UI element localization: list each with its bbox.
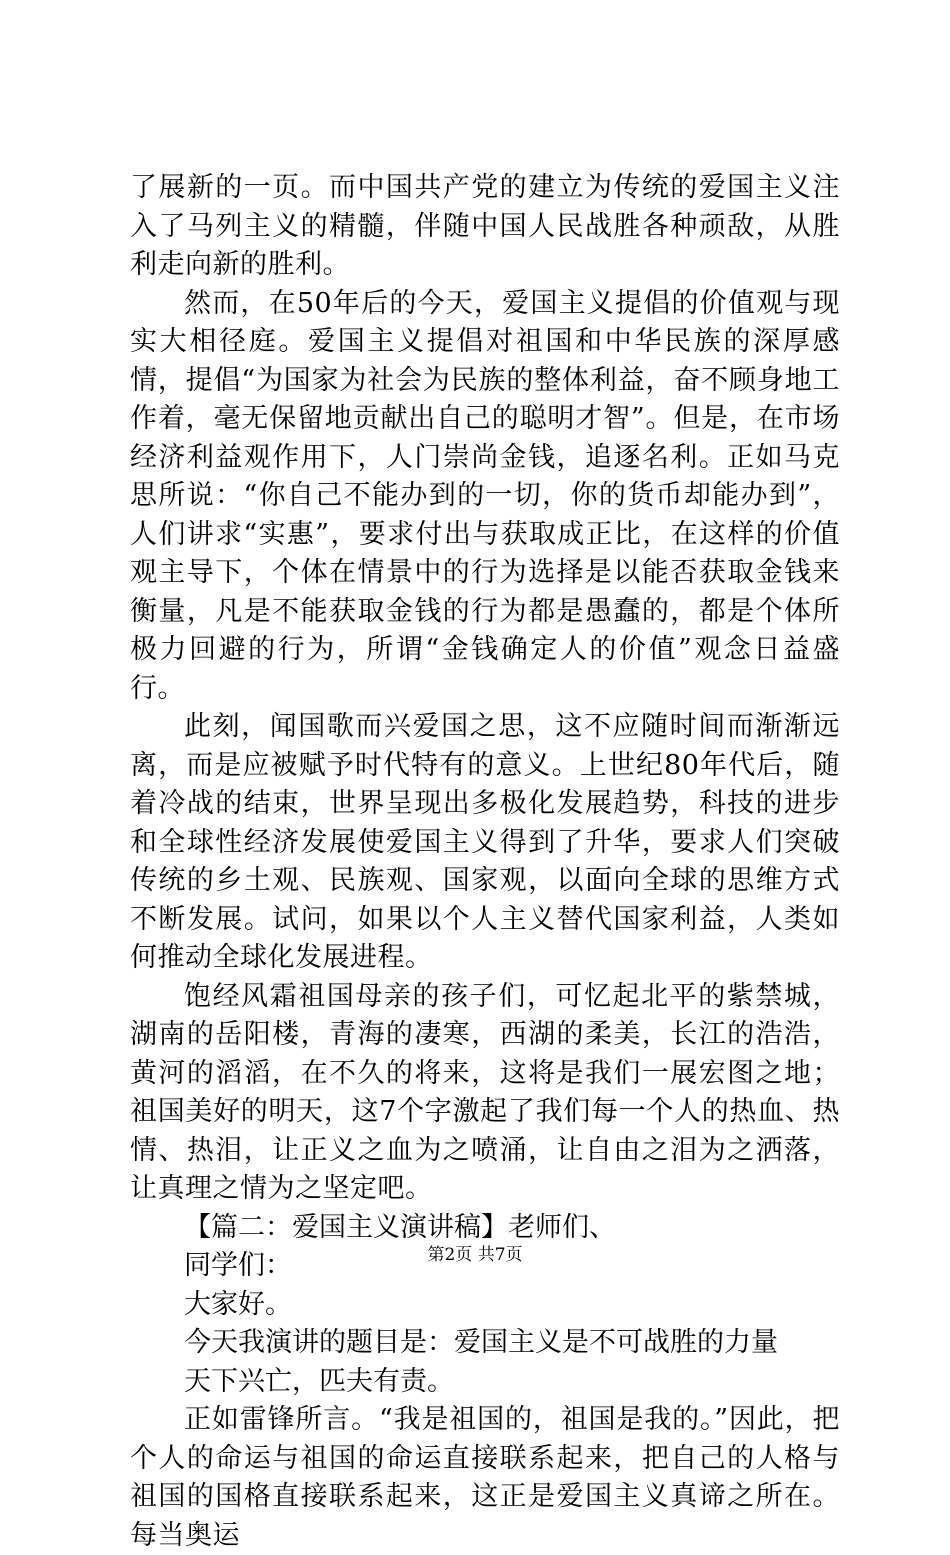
greeting-students: 同学们： <box>184 1250 292 1281</box>
greeting-hello: 大家好。 <box>184 1288 292 1320</box>
section-heading: 【篇二：爱国主义演讲稿】老师们、 <box>184 1211 616 1243</box>
speech-topic: 今天我演讲的题目是：爱国主义是不可战胜的力量 <box>184 1327 778 1358</box>
proverb-line: 天下兴亡，匹夫有责。 <box>184 1365 454 1397</box>
paragraph-values: 然而，在50年后的今天，爱国主义提倡的价值观与现实大相径庭。爱国主义提倡对祖国和中华民族的深厚感情，提倡“为国家为社会为民族的整体利益，奋不顾身地工作着，毫无保留地贡献出自己的聪明才智”。但是，在市场经济利益观作用下，人门崇尚金钱，追逐名利。正如马克思所说：“你自己不能办到的一切，你的货币却能办到”，人们讲求“实惠”，要求付出与获取成正比，在这样的价值观主导下，个体在情景中的行为选择是以能否获取金钱来衡量，凡是不能获取金钱的行为都是愚蠢的，都是个体所极力回避的行为，所谓“金钱确定人的价值”观念日益盛行。 <box>130 287 840 704</box>
paragraph-leifeng: 正如雷锋所言。“我是祖国的，祖国是我的。”因此，把个人的命运与祖国的命运直接联系起来，把自己的人格与祖国的国格直接联系起来，这正是爱国主义真谛之所在。每当奥运 <box>130 1404 840 1551</box>
paragraph-motherland: 饱经风霜祖国母亲的孩子们，可忆起北平的紫禁城，湖南的岳阳楼，青海的凄寒，西湖的柔美，长江的浩浩，黄河的滔滔，在不久的将来，这将是我们一展宏图之地；祖国美好的明天，这7个字激起了我们每一个人的热血、热情、热泪，让正义之血为之喷涌，让自由之泪为之洒落，让真理之情为之坚定吧。 <box>130 980 840 1204</box>
paragraph-continuation: 了展新的一页。而中国共产党的建立为传统的爱国主义注入了马列主义的精髓，伴随中国人民战胜各种顽敌，从胜利走向新的胜利。 <box>130 172 840 280</box>
document-body <box>130 169 840 1555</box>
page-number-footer: 第2页 共7页 <box>427 1245 523 1265</box>
paragraph-anthem: 此刻，闻国歌而兴爱国之思，这不应随时间而渐渐远离，而是应被赋予时代特有的意义。上世纪80年代后，随着冷战的结束，世界呈现出多极化发展趋势，科技的进步和全球性经济发展使爱国主义得到了升华，要求人们突破传统的乡土观、民族观、国家观，以面向全球的思维方式不断发展。试问，如果以个人主义替代国家利益，人类如何推动全球化发展进程。 <box>130 711 840 973</box>
